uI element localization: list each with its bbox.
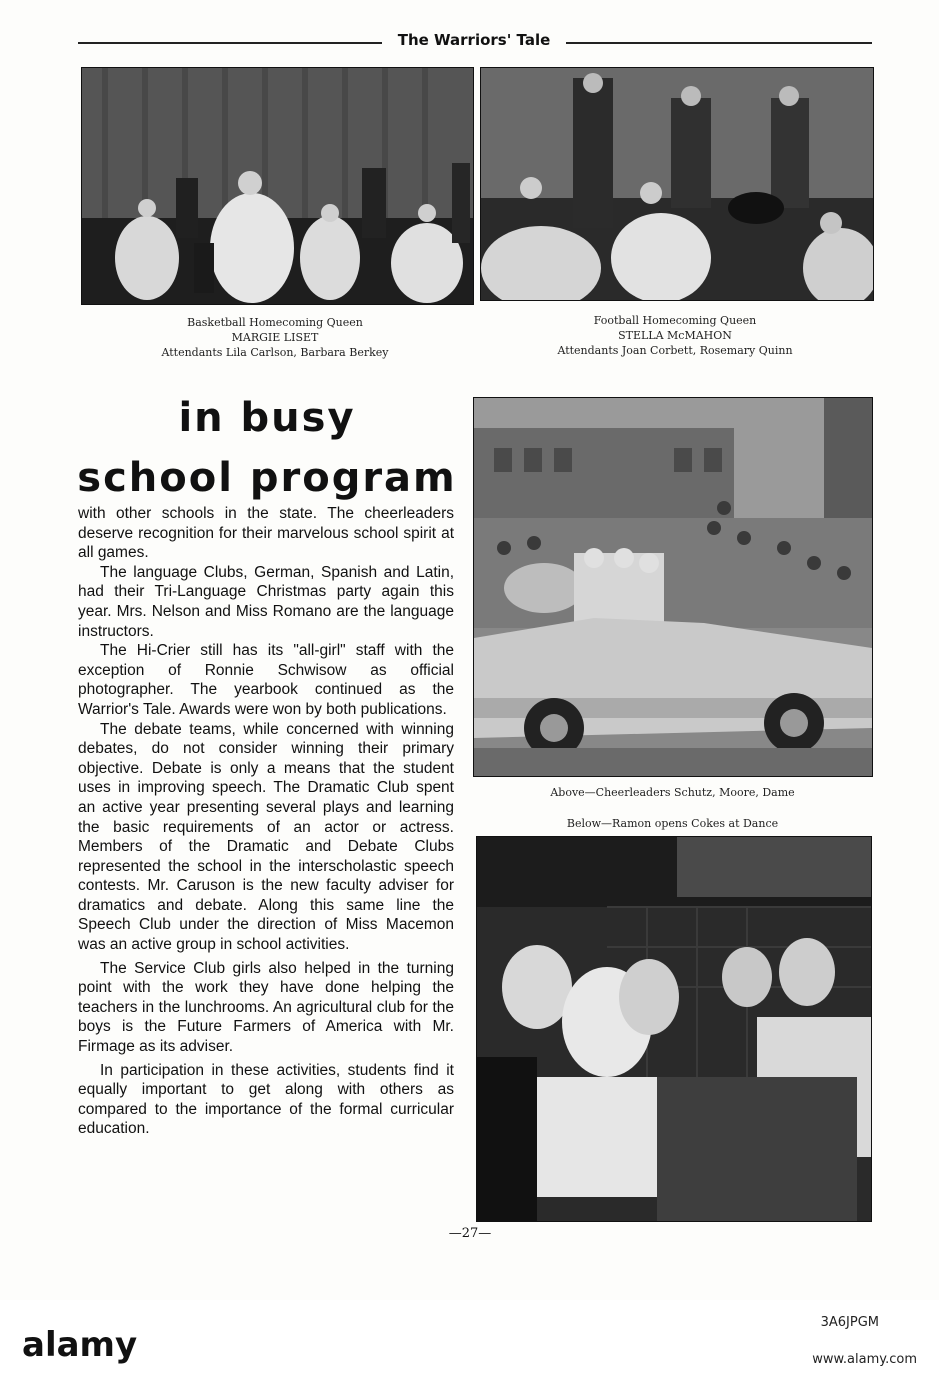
paragraph-3: The Hi-Crier still has its "all-girl" staff with the exception of Ronnie Schwisow as official photographer. The yearbook continued as the Warrior's Tale. Awards were won by both publications. (78, 642, 454, 718)
cokes-at-dance-photo (476, 836, 872, 1222)
football-homecoming-photo (480, 67, 874, 301)
watermark-url: www.alamy.com (812, 1352, 917, 1367)
cokes-caption: Below—Ramon opens Cokes at Dance (566, 817, 779, 830)
cheerleaders-caption: Above—Cheerleaders Schutz, Moore, Dame (550, 786, 795, 799)
article-body (78, 504, 454, 1139)
paragraph-4: The debate teams, while concerned with winning debates, do not consider winning their primary objective. Debate is only a means that the student uses in improving speech. The Dramatic Club spent an active year presenting several plays and learning the basic requirements of an actor or actress. Members of the Dramatic and Debate Clubs represented the school in the interscholastic speech contests. Mr. Caruson is the new faculty adviser for dramatics and debate. Along this same line the Speech Club under the direction of Miss Macemon was an active group in school activities. (78, 720, 454, 954)
basketball-attendants: Attendants Lila Carlson, Barbara Berkey (161, 346, 389, 359)
paragraph-1: with other schools in the state. The cheerleaders deserve recognition for their marvelous school spirit at all games. (78, 505, 454, 562)
header-title: The Warriors' Tale (397, 31, 551, 49)
football-caption (515, 313, 835, 358)
cheerleaders-photo (473, 397, 873, 777)
basketball-homecoming-photo (81, 67, 474, 305)
page-number: —27— (448, 1226, 492, 1241)
header-rule-right (566, 42, 872, 44)
alamy-logo: alamy (22, 1325, 138, 1365)
football-caption-line1: Football Homecoming Queen (593, 314, 757, 327)
paragraph-2: The language Clubs, German, Spanish and Latin, had their Tri-Language Christmas party again this year. Mrs. Nelson and Miss Romano are the language instructors. (78, 563, 454, 640)
basketball-queen-name: MARGIE LISET (231, 331, 319, 344)
watermark-footer (0, 1300, 939, 1390)
paragraph-6: In participation in these activities, students find it equally important to get along with others as compared to the importance of the formal curricular education. (78, 1061, 454, 1138)
basketball-caption-line1: Basketball Homecoming Queen (187, 316, 363, 329)
paragraph-5: The Service Club girls also helped in the turning point with the work they have done helping the teachers in the lunchrooms. An agricultural club for the boys is the Future Farmers of America with Mr. Firmage as its adviser. (78, 959, 454, 1056)
image-id: 3A6JPGM (820, 1315, 879, 1330)
football-attendants: Attendants Joan Corbett, Rosemary Quinn (557, 344, 793, 357)
football-queen-name: STELLA McMAHON (618, 329, 732, 342)
basketball-caption (120, 315, 430, 360)
header-rule-left (78, 42, 382, 44)
headline-line2: school program (77, 455, 457, 501)
headline-line1: in busy (178, 395, 356, 441)
